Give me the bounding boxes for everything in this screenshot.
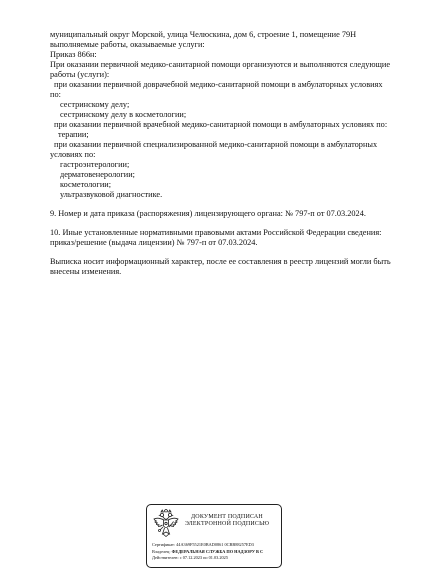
section-heading: при оказании первичной специализированной медико-санитарной помощи в амбулаторных (54, 140, 378, 149)
section-heading: по: (50, 90, 61, 99)
service-item: терапии; (58, 130, 89, 139)
validity-row: Действителен: с 07.12.2023 по 01.03.2025 (152, 555, 228, 560)
intro-line: При оказании первичной медико-санитарной помощи организуются и выполняются следующие (50, 60, 391, 69)
service-item: сестринскому делу в косметологии; (60, 110, 187, 119)
service-item: ультразвуковой диагностике. (60, 190, 163, 199)
certificate-number: 44A369F5521E0BAD0861 0CBB88257ED3 (176, 542, 254, 547)
section-heading: условиях по: (50, 150, 96, 159)
address-line: муниципальный округ Морской, улица Челюскина, дом 6, строение 1, помещение 79Н (50, 30, 357, 39)
service-item: косметологии; (60, 180, 112, 189)
disclaimer-note: внесены изменения. (50, 267, 122, 276)
service-item: дерматовенерологии; (60, 170, 135, 179)
validity-period: с 07.12.2023 по 01.03.2025 (179, 555, 228, 560)
service-item: сестринскому делу; (60, 100, 130, 109)
section-heading: при оказании первичной доврачебной медико-санитарной помощи в амбулаторных условиях (54, 80, 383, 89)
other-info-item: 10. Иные установленные нормативными правовыми актами Российской Федерации сведения: (50, 228, 382, 237)
stamp-details (152, 542, 279, 562)
service-item: гастроэнтерологии; (60, 160, 130, 169)
intro-line: работы (услуги): (50, 70, 110, 79)
section-heading: при оказании первичной врачебной медико-санитарной помощи в амбулаторных условиях по: (54, 120, 388, 129)
electronic-signature-stamp (146, 504, 282, 568)
stamp-title: ДОКУМЕНТ ПОДПИСАН ЭЛЕКТРОННОЙ ПОДПИСЬЮ (184, 514, 270, 527)
order-title: Приказ 866н: (50, 50, 97, 59)
order-number-item: 9. Номер и дата приказа (распоряжения) лицензирующего органа: № 797-п от 07.03.2024. (50, 209, 366, 218)
double-headed-eagle-emblem-icon (152, 509, 180, 541)
owner-row: Владелец: ФЕДЕРАЛЬНАЯ СЛУЖБА ПО НАДЗОРУ В С (152, 548, 264, 554)
works-heading: выполняемые работы, оказываемые услуги: (50, 40, 205, 49)
owner-name: ФЕДЕРАЛЬНАЯ СЛУЖБА ПО НАДЗОРУ В С (171, 548, 264, 554)
disclaimer-note: Выписка носит информационный характер, после ее составления в реестр лицензий могли быть (50, 257, 391, 266)
certificate-row: Сертификат: 44A369F5521E0BAD0861 0CBB88257ED3 (152, 542, 254, 547)
document-body (50, 30, 390, 277)
other-info-item: приказ/решение (выдача лицензии) № 797-п от 07.03.2024. (50, 238, 258, 247)
